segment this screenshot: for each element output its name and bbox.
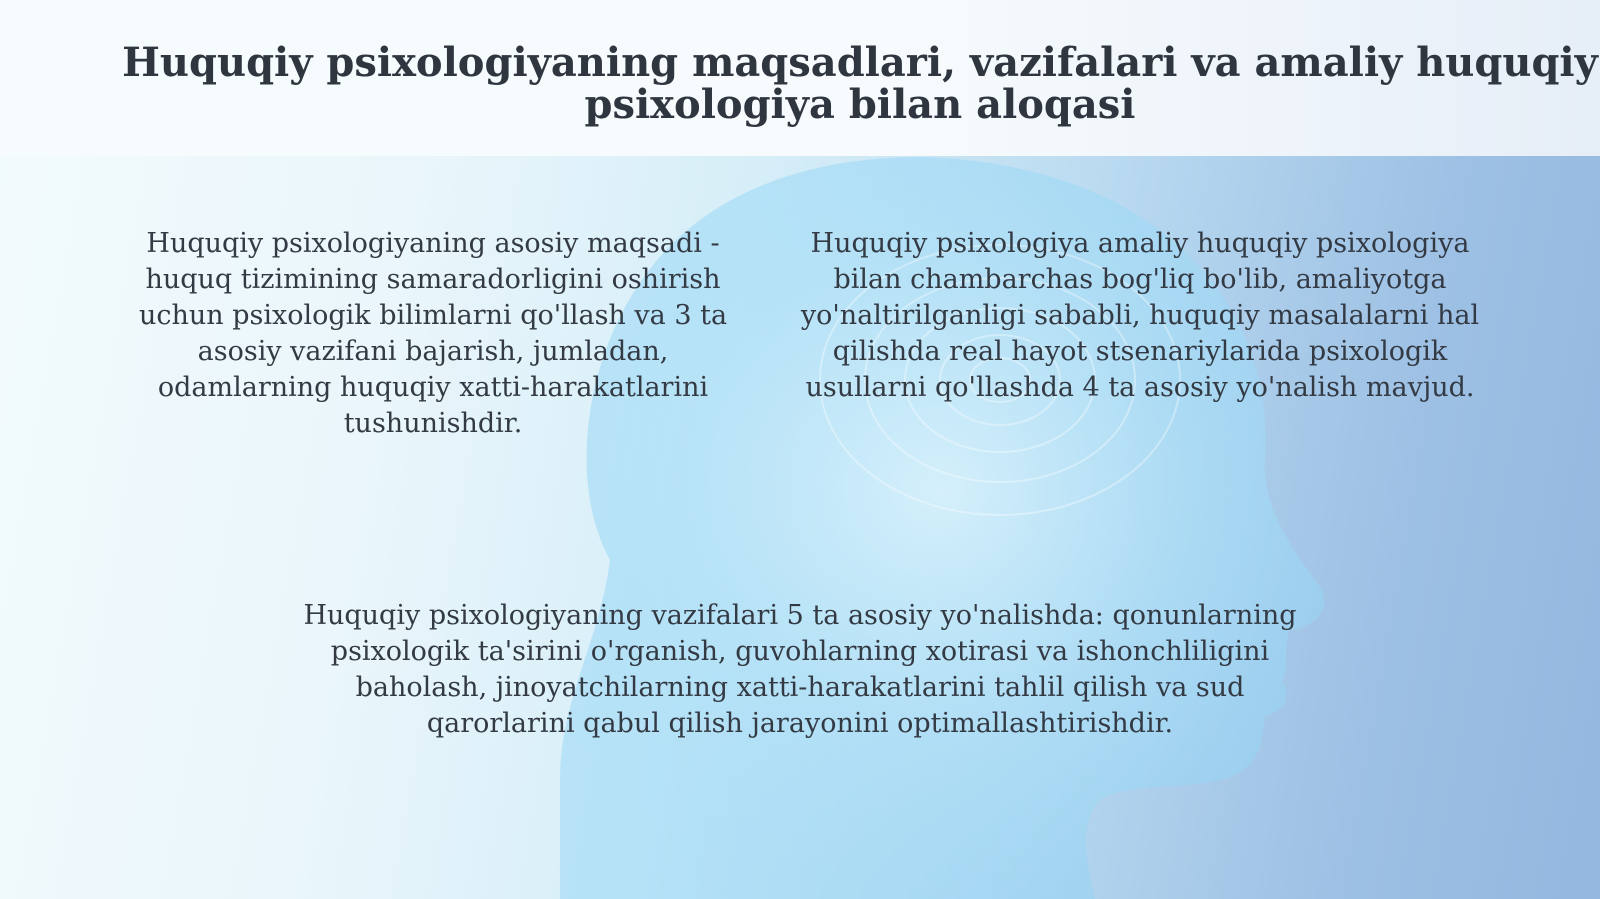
bottom-paragraph: Huquqiy psixologiyaning vazifalari 5 ta asosiy yo'nalishda: qonunlarning psixologik ta'sirini o'rganish, guvohlarning xotirasi va ishonchliligini baholash, jinoyatchilarning xatti-harakatlarini tahlil qilish va sud qarorlarini qabul qilish jarayonini optimallashtirishdir.	[303, 600, 1297, 739]
slide-title: Huquqiy psixologiyaning maqsadlari, vazifalari va amaliy huquqiy psixologiya bilan aloqasi	[122, 39, 1598, 128]
left-paragraph: Huquqiy psixologiyaning asosiy maqsadi - huquq tizimining samaradorligini oshirish uchun psixologik bilimlarni qo'llash va 3 ta asosiy vazifani bajarish, jumladan, odamlarning huquqiy xatti-harakatlarini tushunishdir.	[138, 228, 728, 439]
right-paragraph: Huquqiy psixologiya amaliy huquqiy psixologiya bilan chambarchas bog'liq bo'lib, amaliyotga yo'naltirilganligi sababli, huquqiy masalalarni hal qilishda real hayot stsenariylarida psixologik usullarni qo'llashda 4 ta asosiy yo'nalish mavjud.	[800, 228, 1480, 403]
